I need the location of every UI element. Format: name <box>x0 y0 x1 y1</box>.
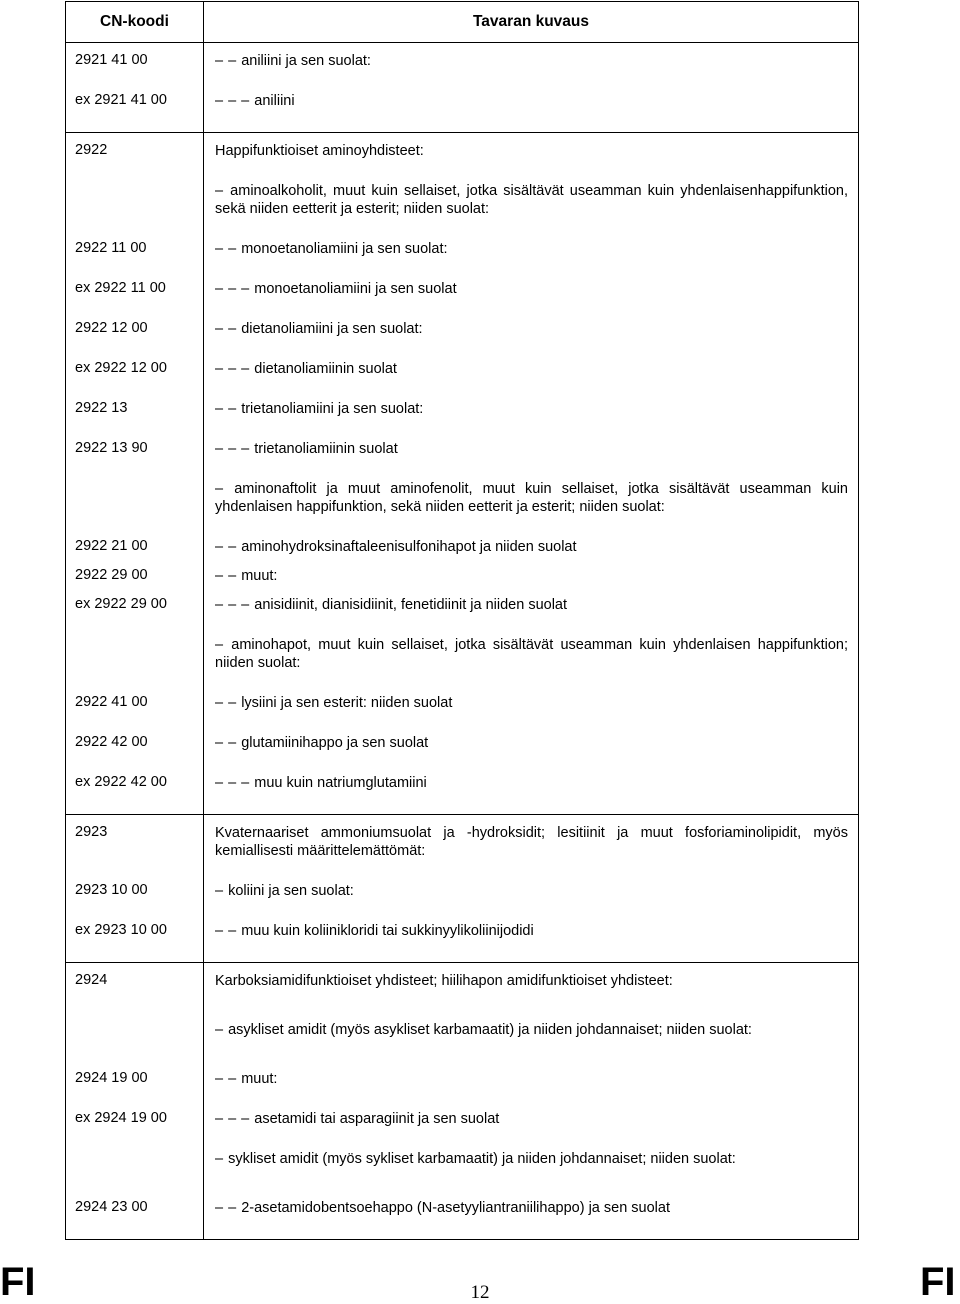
table-section-row <box>66 43 859 133</box>
cn-code: 2922 <box>75 142 108 158</box>
language-code-left: FI <box>0 1260 36 1304</box>
description-entry <box>204 400 858 440</box>
cn-code: 2924 23 00 <box>75 1199 148 1215</box>
description-entry <box>204 52 858 92</box>
description-entry <box>204 694 858 734</box>
description-entry <box>204 92 858 132</box>
indent-dash: – – <box>215 539 242 555</box>
cn-code-cell <box>66 815 204 963</box>
table-section-row <box>66 963 859 1240</box>
description-text: muu kuin natriumglutamiini <box>254 775 427 791</box>
cn-code: 2923 10 00 <box>75 882 148 898</box>
description-text: Karboksiamidifunktioiset yhdisteet; hiilihapon amidifunktioiset yhdisteet: <box>215 973 673 989</box>
description-text: dietanoliamiinin suolat <box>254 361 397 377</box>
table-body <box>66 43 859 1240</box>
cn-code: 2923 <box>75 824 108 840</box>
description-entry <box>204 734 858 774</box>
description-text: muu kuin koliinikloridi tai sukkinyylikoliinijodidi <box>241 923 534 939</box>
description-entry <box>204 596 858 636</box>
description-entry <box>204 1199 858 1239</box>
description-entry <box>204 538 858 567</box>
description-cell <box>204 815 859 963</box>
description-text: trietanoliamiini ja sen suolat: <box>241 401 424 417</box>
cn-code: 2922 13 90 <box>75 440 148 456</box>
description-entry <box>204 1110 858 1150</box>
cn-code: 2924 19 00 <box>75 1070 148 1086</box>
description-text: anisidiinit, dianisidiinit, fenetidiinit ja niiden suolat <box>254 597 568 613</box>
cn-code: 2922 12 00 <box>75 320 148 336</box>
description-cell <box>204 43 859 133</box>
description-entry <box>204 972 858 1021</box>
cn-code: ex 2922 11 00 <box>75 280 166 296</box>
description-entry <box>204 636 858 694</box>
indent-dash: – – <box>215 735 242 751</box>
description-text: muut: <box>241 1071 278 1087</box>
indent-dash: – – <box>215 923 242 939</box>
description-text: Kvaternaariset ammoniumsuolat ja -hydroksidit; lesitiinit ja muut fosforiaminolipidit, myös kemiallisesti määrittelemättömät: <box>215 825 848 859</box>
description-text: monoetanoliamiini ja sen suolat: <box>241 241 448 257</box>
description-text: muut: <box>241 568 278 584</box>
description-text: sykliset amidit (myös sykliset karbamaatit) ja niiden johdannaiset; niiden suolat: <box>228 1151 736 1167</box>
cn-code <box>66 1150 203 1199</box>
description-text: aminohapot, muut kuin sellaiset, jotka sisältävät useamman kuin yhdenlaisen happifunktion; niiden suolat: <box>215 637 848 671</box>
indent-dash: – – <box>215 568 242 584</box>
description-cell <box>204 963 859 1240</box>
indent-dash: – – – <box>215 775 255 791</box>
description-text: aniliini ja sen suolat: <box>241 53 371 69</box>
description-entry <box>204 1150 858 1199</box>
header-description: Tavaran kuvaus <box>204 2 859 43</box>
description-text: asetamidi tai asparagiinit ja sen suolat <box>254 1111 500 1127</box>
indent-dash: – – <box>215 53 242 69</box>
cn-code: 2922 42 00 <box>75 734 148 750</box>
indent-dash: – <box>215 1151 229 1167</box>
description-entry <box>204 922 858 962</box>
cn-code: 2922 41 00 <box>75 694 148 710</box>
description-text: glutamiinihappo ja sen suolat <box>241 735 429 751</box>
cn-code: 2922 11 00 <box>75 240 147 256</box>
indent-dash: – – <box>215 321 242 337</box>
cn-code <box>66 636 203 694</box>
cn-code-cell <box>66 963 204 1240</box>
description-text: aminohydroksinaftaleenisulfonihapot ja niiden suolat <box>241 539 577 555</box>
description-cell <box>204 133 859 815</box>
cn-code-cell <box>66 43 204 133</box>
description-text: trietanoliamiinin suolat <box>254 441 398 457</box>
indent-dash: – – – <box>215 93 255 109</box>
cn-code: ex 2922 42 00 <box>75 774 167 790</box>
tariff-table <box>65 1 859 1240</box>
cn-code: 2922 21 00 <box>75 538 148 554</box>
description-entry <box>204 360 858 400</box>
indent-dash: – – – <box>215 1111 255 1127</box>
indent-dash: – – <box>215 1071 242 1087</box>
description-text: monoetanoliamiini ja sen suolat <box>254 281 457 297</box>
indent-dash: – <box>215 183 231 199</box>
cn-code <box>66 1021 203 1070</box>
description-entry <box>204 142 858 182</box>
indent-dash: – – <box>215 401 242 417</box>
cn-code <box>66 480 203 538</box>
indent-dash: – – <box>215 695 242 711</box>
language-code-right: FI <box>920 1260 956 1304</box>
description-text: aminonaftolit ja muut aminofenolit, muut kuin sellaiset, jotka sisältävät useamman kuin yhdenlaisen happifunktion, sekä niiden eetterit ja esterit; niiden suolat: <box>215 481 848 515</box>
description-entry <box>204 774 858 814</box>
cn-code: ex 2922 29 00 <box>75 596 167 612</box>
description-entry <box>204 440 858 480</box>
description-entry <box>204 1070 858 1110</box>
description-entry <box>204 567 858 596</box>
cn-code: ex 2922 12 00 <box>75 360 167 376</box>
description-text: aniliini <box>254 93 295 109</box>
description-text: aminoalkoholit, muut kuin sellaiset, jotka sisältävät useamman kuin yhdenlaisenhappifunktion, sekä niiden eetterit ja esterit; niiden suolat: <box>215 183 848 217</box>
description-entry <box>204 182 858 240</box>
indent-dash: – <box>215 883 229 899</box>
indent-dash: – <box>215 1022 229 1038</box>
indent-dash: – <box>215 481 235 497</box>
page-number: 12 <box>470 1282 490 1303</box>
cn-code: 2922 13 <box>75 400 128 416</box>
cn-code-cell <box>66 133 204 815</box>
description-text: 2-asetamidobentsoehappo (N-asetyyliantraniilihappo) ja sen suolat <box>241 1200 670 1216</box>
description-text: koliini ja sen suolat: <box>228 883 354 899</box>
description-entry <box>204 1021 858 1070</box>
description-text: asykliset amidit (myös asykliset karbamaatit) ja niiden johdannaiset; niiden suolat: <box>228 1022 752 1038</box>
description-text: lysiini ja sen esterit: niiden suolat <box>241 695 453 711</box>
cn-code <box>66 182 203 240</box>
cn-code: ex 2923 10 00 <box>75 922 167 938</box>
description-entry <box>204 882 858 922</box>
table-header-row <box>66 2 859 43</box>
indent-dash: – – – <box>215 361 255 377</box>
description-entry <box>204 280 858 320</box>
indent-dash: – – – <box>215 281 255 297</box>
indent-dash: – <box>215 637 232 653</box>
indent-dash: – – – <box>215 441 255 457</box>
description-entry <box>204 240 858 280</box>
description-entry <box>204 824 858 882</box>
description-text: Happifunktioiset aminoyhdisteet: <box>215 143 424 159</box>
description-text: dietanoliamiini ja sen suolat: <box>241 321 423 337</box>
indent-dash: – – – <box>215 597 255 613</box>
table-section-row <box>66 133 859 815</box>
cn-code: ex 2921 41 00 <box>75 92 167 108</box>
indent-dash: – – <box>215 241 242 257</box>
description-entry <box>204 480 858 538</box>
header-cn-code: CN-koodi <box>66 2 204 43</box>
cn-code: 2921 41 00 <box>75 52 148 68</box>
indent-dash: – – <box>215 1200 242 1216</box>
description-entry <box>204 320 858 360</box>
cn-code: 2922 29 00 <box>75 567 148 583</box>
cn-code: 2924 <box>75 972 108 988</box>
table-section-row <box>66 815 859 963</box>
cn-code: ex 2924 19 00 <box>75 1110 167 1126</box>
